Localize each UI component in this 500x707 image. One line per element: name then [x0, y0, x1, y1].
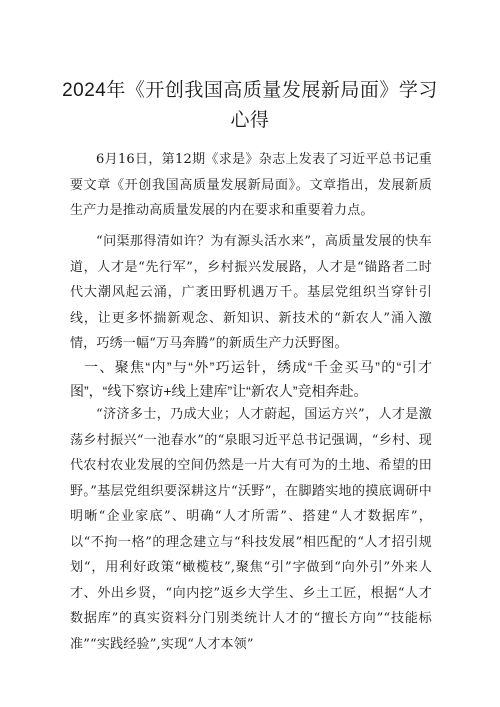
intro-paragraph: 6月16日，第12期《求是》杂志上发表了习近平总书记重要文章《开创我国高质量发展新局面》。文章指出，发展新质生产力是推动高质量发展的内在要求和重要着力点。 [70, 152, 432, 218]
body-paragraph: “问渠那得清如许？为有源头活水来”，高质量发展的快车道，人才是“先行军”，乡村振兴发展路，人才是“锚路者二时代大潮风起云涌，广袤田野机遇万千。基层党组织当穿针引线，让更多怀揣新观念、新知识、新技术的“新农人”涌入激情，巧绣一幅“万马奔腾”的新质生产力沃野图。 [70, 234, 432, 351]
document-title: 2024年《开创我国高质量发展新局面》学习心得 [62, 80, 438, 131]
section-paragraph: “济济多士，乃成大业；人才蔚起，国运方兴”，人才是激荡乡村振兴“一池春水”的“泉眼习近平总书记强调，“乡村、现代农村农业发展的空间仍然是一片大有可为的土地、希望的田野。”基层党组织要深耕这片“沃野”，在脚踏实地的摸底调研中明晰“企业家底”、明确“人才所需”、搭建“人才数据库”，以“不拘一格”的理念建立与“科技发展”相匹配的“人才招引规划“，用利好政策“橄榄枝”,聚焦“引”字做到“向外引”外来人才、外出乡贤，“向内挖”返乡大学生、乡土工匠，根据“人才数据库”的真实资料分门别类统计人才的“擅长方向”“技能标准”“实践经验”,实现“人才本领” [70, 407, 432, 652]
section-heading: 一、聚焦“内”与“外”巧运针，绣成“千金买马”的“引才图”，“线下察访+线上建库”让“新农人”竞相奔赴。 [70, 359, 432, 399]
